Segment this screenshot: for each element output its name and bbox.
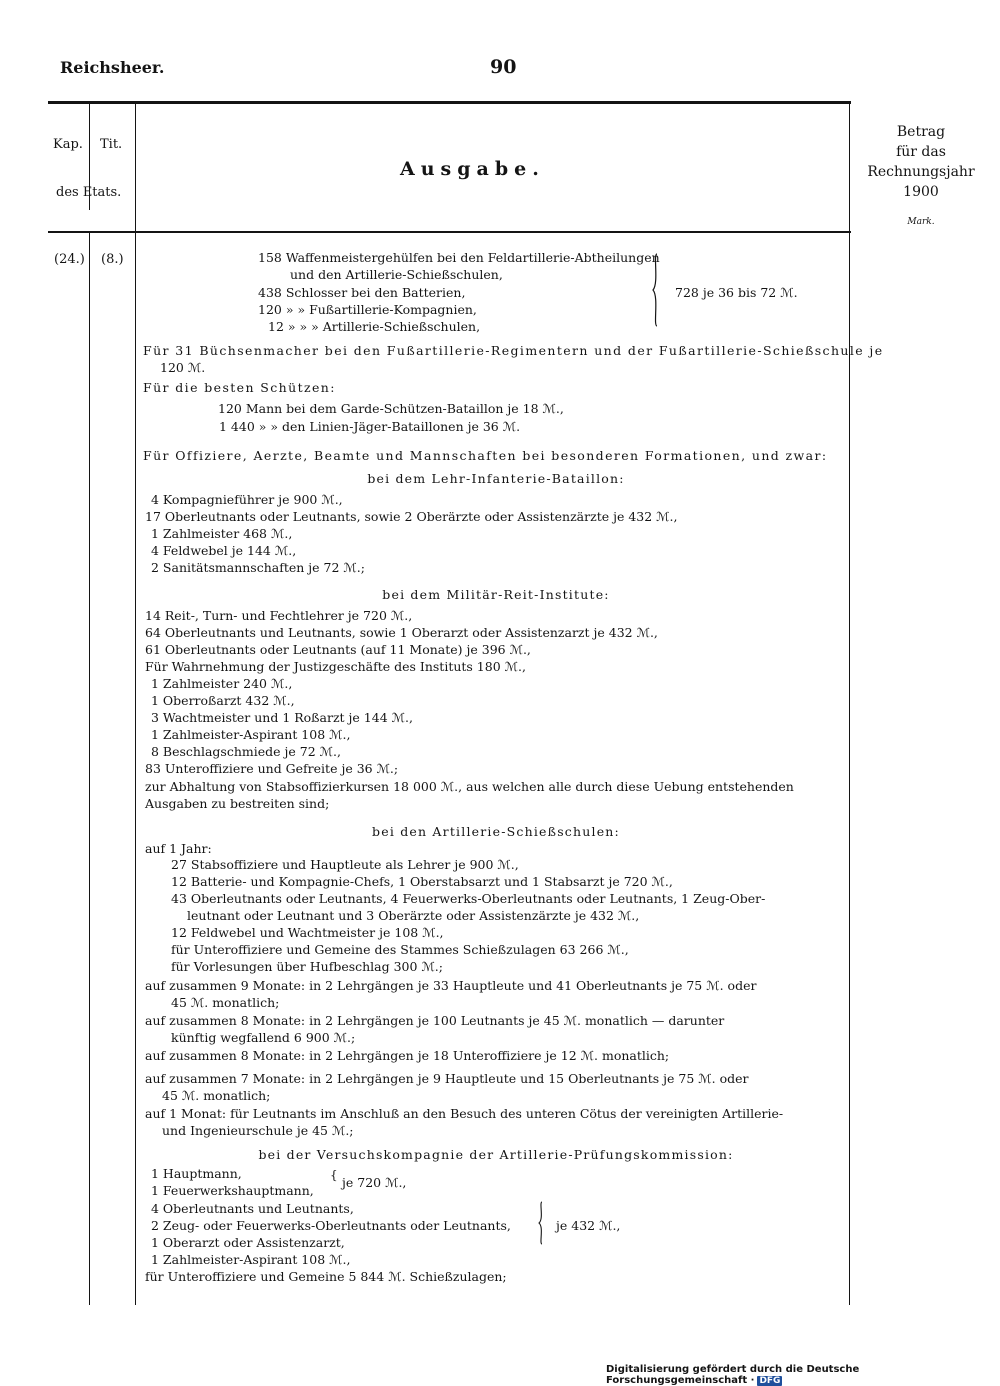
table-top-rule: [48, 101, 851, 104]
betrag-line: 1900: [903, 184, 939, 200]
text-line: auf zusammen 8 Monate: in 2 Lehrgängen je 18 Unteroffiziere je 12 ℳ. monatlich;: [145, 1048, 670, 1063]
text-line: auf 1 Monat: für Leutnants im Anschluß an den Besuch des unteren Cötus der vereinigten Artillerie-: [145, 1106, 784, 1121]
section-heading: bei dem Lehr-Infanterie-Bataillon:: [367, 471, 625, 486]
text-line: 438 Schlosser bei den Batterien,: [258, 285, 466, 300]
text-line: 1 Feuerwerkshauptmann,: [151, 1183, 314, 1198]
row-tit: (8.): [101, 252, 124, 267]
betrag-line: Rechnungsjahr: [867, 164, 975, 180]
row-kap: (24.): [54, 252, 85, 267]
text-line: auf 1 Jahr:: [145, 841, 212, 856]
text-line: 45 ℳ. monatlich;: [162, 1088, 271, 1103]
section-heading: bei den Artillerie-Schießschulen:: [372, 824, 620, 839]
text-line: 83 Unteroffiziere und Gefreite je 36 ℳ.;: [145, 761, 399, 776]
page-header: [60, 58, 845, 82]
betrag-line: Betrag: [896, 124, 946, 140]
text-line: 1 Oberarzt oder Assistenzarzt,: [151, 1235, 345, 1250]
text-line: Für 31 Büchsenmacher bei den Fußartillerie-Regimentern und der Fußartillerie-Schießschule je: [143, 343, 884, 358]
column-header-des-etats: des Etats.: [56, 185, 122, 200]
text-line: 27 Stabsoffiziere und Hauptleute als Lehrer je 900 ℳ.,: [171, 857, 519, 872]
text-line: 12 Batterie- und Kompagnie-Chefs, 1 Oberstabsarzt und 1 Stabsarzt je 720 ℳ.,: [171, 874, 673, 889]
text-line: 1 Oberroßarzt 432 ℳ.,: [151, 693, 295, 708]
text-line: 12 » » » Artillerie-Schießschulen,: [268, 319, 481, 334]
text-line: 64 Oberleutnants und Leutnants, sowie 1 Oberarzt oder Assistenzarzt je 432 ℳ.,: [145, 625, 658, 640]
text-line: 1 Zahlmeister-Aspirant 108 ℳ.,: [151, 727, 351, 742]
column-divider-kap-tit-body: [89, 233, 90, 1305]
text-line: 120 » » Fußartillerie-Kompagnien,: [258, 302, 477, 317]
text-line: 728 je 36 bis 72 ℳ.: [675, 285, 798, 300]
text-line: 1 Zahlmeister 468 ℳ.,: [151, 526, 293, 541]
text-line: 4 Kompagnieführer je 900 ℳ.,: [151, 492, 343, 507]
text-line: 14 Reit-, Turn- und Fechtlehrer je 720 ℳ.,: [145, 608, 413, 623]
page-number: 90: [490, 56, 517, 78]
text-line: 45 ℳ. monatlich;: [171, 995, 280, 1010]
column-header-ausgabe: Ausgabe.: [400, 158, 545, 180]
text-line: je 720 ℳ.,: [342, 1175, 407, 1190]
curly-brace-icon: {: [330, 1168, 338, 1182]
text-line: für Vorlesungen über Hufbeschlag 300 ℳ.;: [171, 959, 443, 974]
text-line: 2 Zeug- oder Feuerwerks-Oberleutnants oder Leutnants,: [151, 1218, 511, 1233]
table-header-rule: [48, 231, 851, 233]
curly-brace-icon: [537, 1201, 547, 1245]
text-line: 2 Sanitätsmannschaften je 72 ℳ.;: [151, 560, 365, 575]
text-line: leutnant oder Leutnant und 3 Oberärzte oder Assistenzärzte je 432 ℳ.,: [187, 908, 640, 923]
text-line: je 432 ℳ.,: [556, 1218, 621, 1233]
text-line: 1 440 » » den Linien-Jäger-Bataillonen je 36 ℳ.: [219, 419, 521, 434]
text-line: und Ingenieurschule je 45 ℳ.;: [162, 1123, 354, 1138]
text-line: 17 Oberleutnants oder Leutnants, sowie 2 Oberärzte oder Assistenzärzte je 432 ℳ.,: [145, 509, 678, 524]
column-unit-mark: Mark.: [907, 217, 935, 227]
text-line: und den Artillerie-Schießschulen,: [290, 267, 503, 282]
section-heading: bei der Versuchskompagnie der Artillerie-Prüfungskommission:: [258, 1147, 734, 1162]
text-line: Für Offiziere, Aerzte, Beamte und Mannschaften bei besonderen Formationen, und zwar:: [143, 448, 828, 463]
text-line: auf zusammen 7 Monate: in 2 Lehrgängen je 9 Hauptleute und 15 Oberleutnants je 75 ℳ. oder: [145, 1071, 749, 1086]
text-line: 1 Zahlmeister-Aspirant 108 ℳ.,: [151, 1252, 351, 1267]
text-line: auf zusammen 8 Monate: in 2 Lehrgängen je 100 Leutnants je 45 ℳ. monatlich — darunter: [145, 1013, 725, 1028]
column-header-betrag: [850, 122, 992, 202]
betrag-line: für das: [896, 144, 946, 160]
text-line: Für Wahrnehmung der Justizgeschäfte des Instituts 180 ℳ.,: [145, 659, 526, 674]
text-line: 4 Oberleutnants und Leutnants,: [151, 1201, 354, 1216]
text-line: 8 Beschlagschmiede je 72 ℳ.,: [151, 744, 341, 759]
text-line: 1 Zahlmeister 240 ℳ.,: [151, 676, 293, 691]
text-line: auf zusammen 9 Monate: in 2 Lehrgängen je 33 Hauptleute und 41 Oberleutnants je 75 ℳ. oder: [145, 978, 757, 993]
dfg-logo: DFG: [759, 1376, 781, 1386]
curly-brace-icon: [651, 253, 663, 327]
text-line: 43 Oberleutnants oder Leutnants, 4 Feuerwerks-Oberleutnants oder Leutnants, 1 Zeug-Ober-: [171, 891, 766, 906]
text-line: 120 ℳ.: [160, 360, 206, 375]
text-line: 61 Oberleutnants oder Leutnants (auf 11 Monate) je 396 ℳ.,: [145, 642, 531, 657]
text-line: für Unteroffiziere und Gemeine des Stammes Schießzulagen 63 266 ℳ.,: [171, 942, 629, 957]
text-line: 4 Feldwebel je 144 ℳ.,: [151, 543, 297, 558]
credit-text: Digitalisierung gefördert durch die Deutsche Forschungsgemeinschaft ·: [606, 1364, 860, 1386]
running-head: Reichsheer.: [60, 58, 165, 77]
text-line: 120 Mann bei dem Garde-Schützen-Bataillon je 18 ℳ.,: [218, 401, 564, 416]
text-line: 1 Hauptmann,: [151, 1166, 242, 1181]
text-line: 3 Wachtmeister und 1 Roßarzt je 144 ℳ.,: [151, 710, 413, 725]
section-heading: bei dem Militär-Reit-Institute:: [382, 587, 610, 602]
column-header-tit: Tit.: [100, 137, 123, 152]
text-line: für Unteroffiziere und Gemeine 5 844 ℳ. Schießzulagen;: [145, 1269, 507, 1284]
text-line: Für die besten Schützen:: [143, 380, 336, 395]
column-divider-tit-text: [135, 104, 136, 1305]
text-line: künftig wegfallend 6 900 ℳ.;: [171, 1030, 356, 1045]
column-divider-text-betrag: [849, 104, 850, 1305]
text-line: 12 Feldwebel und Wachtmeister je 108 ℳ.,: [171, 925, 444, 940]
text-line: 158 Waffenmeistergehülfen bei den Feldartillerie-Abtheilungen: [258, 250, 660, 265]
text-line: Ausgaben zu bestreiten sind;: [145, 796, 330, 811]
column-header-kap: Kap.: [53, 137, 83, 152]
text-line: zur Abhaltung von Stabsoffizierkursen 18 000 ℳ., aus welchen alle durch diese Uebung entstehenden: [145, 779, 794, 794]
